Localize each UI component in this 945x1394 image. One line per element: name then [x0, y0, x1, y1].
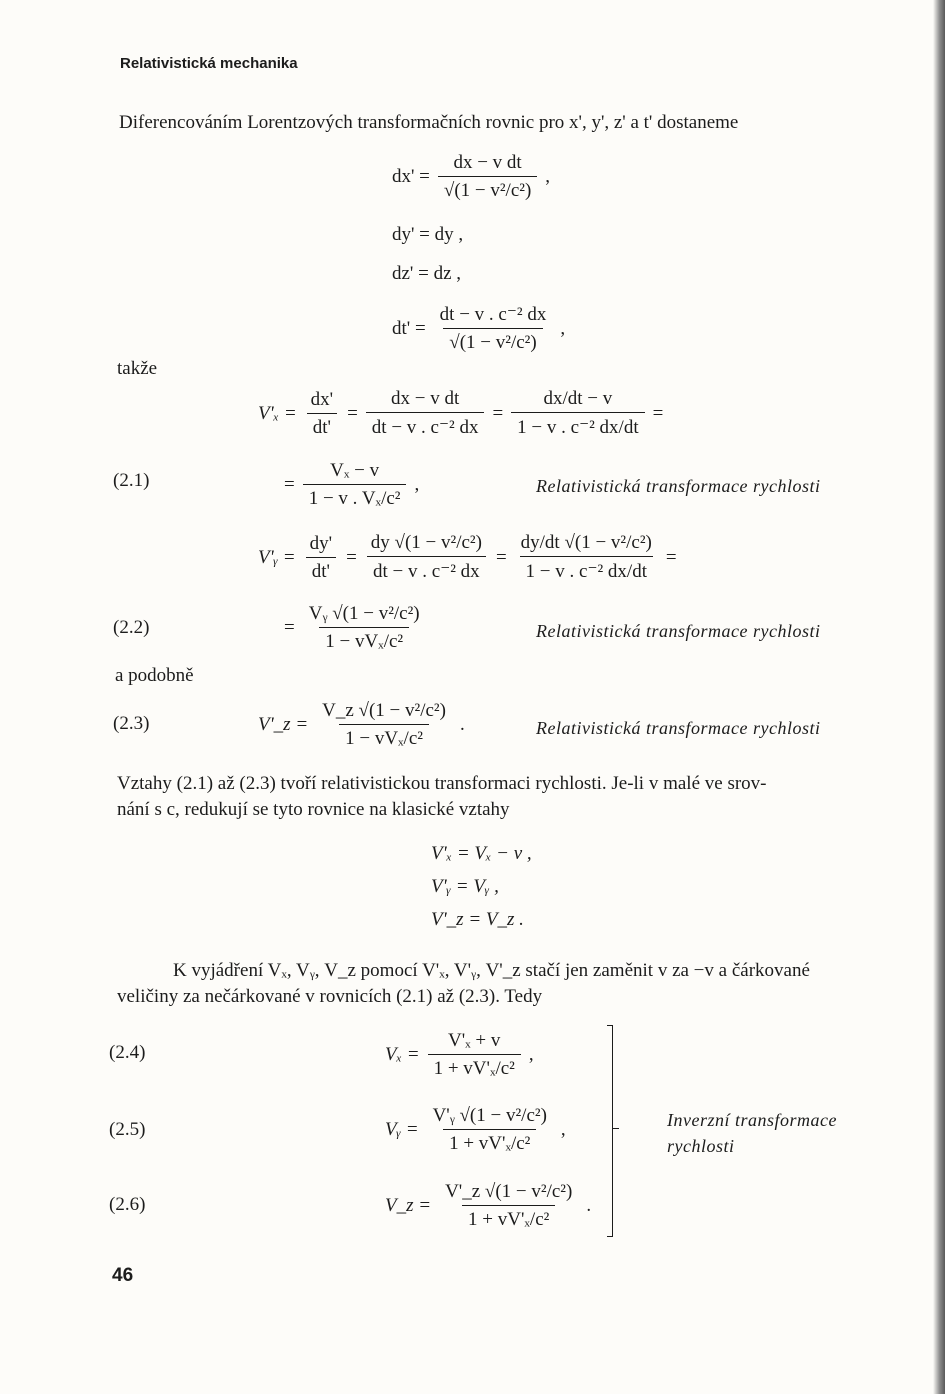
note-2-1: Relativistická transformace rychlosti — [536, 476, 821, 496]
eq-vy-chain — [258, 532, 677, 583]
eq-end: , — [528, 1044, 534, 1065]
eq-dt-prime — [392, 303, 565, 354]
numerator: V'_z √(1 − v²/c²) — [445, 1181, 573, 1202]
numerator: V'ᵧ √(1 − v²/c²) — [432, 1105, 547, 1126]
fraction — [515, 532, 658, 583]
denominator: √(1 − v²/c²) — [443, 328, 542, 354]
eq-lhs: = — [284, 474, 295, 495]
eq-lhs: Vₓ = — [385, 1044, 420, 1065]
eq-2-6 — [385, 1181, 591, 1231]
eq-number-2-2: (2.2) — [113, 617, 150, 638]
equals: = — [492, 402, 504, 424]
eq-2-4 — [385, 1030, 534, 1080]
eq-lhs: Vᵧ = — [385, 1119, 419, 1140]
numerator: dx' — [310, 388, 334, 410]
classical-eq-2: V'ᵧ = Vᵧ , — [431, 876, 499, 897]
numerator: Vᵧ √(1 − v²/c²) — [308, 603, 420, 624]
denominator: 1 − v . Vₓ/c² — [303, 484, 407, 510]
numerator: dx − v dt — [453, 152, 522, 173]
fraction — [434, 303, 553, 354]
eq-lhs: dx' = — [392, 166, 430, 187]
fraction — [365, 532, 488, 583]
numerator: dy √(1 − v²/c²) — [370, 532, 482, 553]
eq-number-2-4: (2.4) — [109, 1042, 146, 1063]
denominator: dt' — [307, 413, 337, 439]
fraction — [316, 700, 452, 750]
fraction — [304, 533, 338, 583]
numerator: dy' — [309, 532, 333, 554]
note-2-2: Relativistická transformace rychlosti — [536, 621, 821, 641]
equals: = — [652, 402, 664, 424]
fraction — [303, 603, 426, 653]
eq-number-2-5: (2.5) — [109, 1119, 146, 1140]
intro-text: Diferencováním Lorentzových transformačních rovnic pro x', y', z' a t' dostaneme — [119, 112, 739, 133]
numerator: dt − v . c⁻² dx — [439, 304, 547, 325]
eq-number-2-1: (2.1) — [113, 470, 150, 491]
word-a-podobne: a podobně — [115, 665, 194, 686]
denominator: 1 − v . c⁻² dx/dt — [511, 412, 644, 439]
eq-end: , — [545, 166, 551, 187]
classical-eq-3: V'_z = V_z . — [431, 909, 524, 930]
eq-end: , — [560, 317, 566, 339]
eq-2-3 — [258, 700, 465, 750]
fraction — [438, 152, 537, 202]
eq-dz-prime: dz' = dz , — [392, 263, 462, 284]
grouping-brace-tip — [612, 1128, 619, 1129]
note-2-3: Relativistická transformace rychlosti — [536, 718, 821, 738]
page-edge-shadow — [933, 0, 945, 1394]
eq-end: , — [414, 474, 420, 495]
numerator: dx − v dt — [391, 388, 460, 409]
denominator: 1 + vV'ₓ/c² — [443, 1129, 536, 1155]
eq-lhs: V_z = — [385, 1195, 432, 1216]
denominator: 1 + vV'ₓ/c² — [428, 1054, 521, 1080]
denominator: dt − v . c⁻² dx — [366, 412, 485, 439]
eq-lhs: V'_z = — [258, 714, 309, 735]
equals: = — [346, 546, 357, 568]
denominator: dt − v . c⁻² dx — [367, 556, 486, 583]
grouping-brace — [612, 1025, 613, 1237]
eq-number-2-6: (2.6) — [109, 1194, 146, 1215]
fraction — [427, 1105, 553, 1155]
equals: = — [665, 546, 677, 568]
eq-lhs: V'ᵧ = — [258, 546, 296, 568]
para2-line1: Vztahy (2.1) až (2.3) tvoří relativistickou transformaci rychlosti. Je-li v malé ve srov- — [117, 773, 767, 794]
fraction — [305, 389, 339, 439]
eq-dy-prime: dy' = dy , — [392, 224, 464, 245]
eq-end: . — [586, 1195, 592, 1216]
eq-2-5 — [385, 1105, 566, 1155]
fraction — [366, 388, 485, 439]
equals: = — [495, 546, 507, 568]
eq-dx-prime — [392, 152, 550, 202]
fraction — [428, 1030, 521, 1080]
fraction — [439, 1181, 578, 1231]
para3-line2: veličiny za nečárkované v rovnicích (2.1) až (2.3). Tedy — [117, 986, 543, 1007]
classical-eq-1: V'ₓ = Vₓ − v , — [431, 843, 532, 864]
equals: = — [347, 402, 358, 424]
numerator: V'ₓ + v — [448, 1030, 501, 1051]
eq-lhs: V'ₓ = — [258, 402, 297, 424]
para3-line1: K vyjádření Vₓ, Vᵧ, V_z pomocí V'ₓ, V'ᵧ, V'_z stačí jen zaměnit v za −v a čárkované — [173, 960, 810, 981]
eq-2-1 — [284, 460, 419, 510]
eq-vx-chain — [258, 388, 663, 439]
eq-number-2-3: (2.3) — [113, 713, 150, 734]
denominator: 1 − v . c⁻² dx/dt — [520, 556, 653, 583]
eq-lhs: = — [284, 617, 295, 638]
denominator: 1 + vV'ₓ/c² — [462, 1205, 555, 1231]
inverse-note-line1: Inverzní transformace — [667, 1110, 837, 1130]
denominator: dt' — [306, 557, 336, 583]
denominator: 1 − vVₓ/c² — [339, 724, 429, 750]
denominator: √(1 − v²/c²) — [438, 176, 537, 202]
page-number: 46 — [112, 1265, 134, 1286]
eq-lhs: dt' = — [392, 317, 426, 339]
eq-end: . — [459, 714, 465, 735]
fraction — [303, 460, 407, 510]
eq-2-2 — [284, 603, 426, 653]
fraction — [511, 388, 644, 439]
denominator: 1 − vVₓ/c² — [319, 627, 409, 653]
eq-end: , — [560, 1119, 566, 1140]
numerator: dy/dt √(1 − v²/c²) — [520, 532, 652, 553]
running-header: Relativistická mechanika — [120, 55, 298, 72]
word-takze: takže — [117, 358, 158, 379]
inverse-note-line2: rychlosti — [667, 1136, 735, 1156]
numerator: dx/dt − v — [543, 388, 613, 409]
numerator: V_z √(1 − v²/c²) — [322, 700, 446, 721]
para2-line2: nání s c, redukují se tyto rovnice na klasické vztahy — [117, 799, 510, 820]
numerator: Vₓ − v — [330, 460, 380, 481]
